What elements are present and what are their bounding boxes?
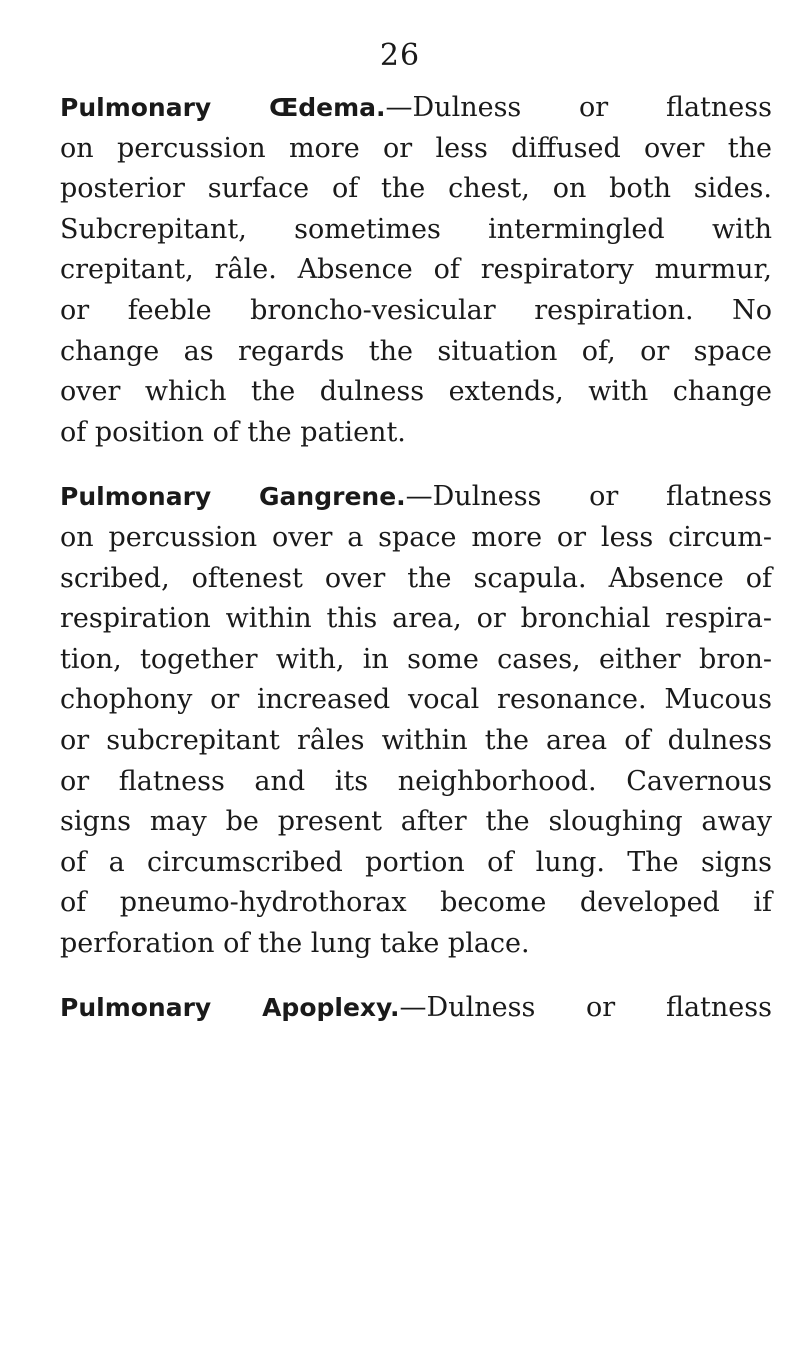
paragraph-line: on percussion over a space more or less circum- — [60, 521, 772, 553]
section-heading: Pulmonary Gangrene. — [60, 482, 406, 512]
section-heading: Pulmonary Apoplexy. — [60, 993, 400, 1023]
paragraph-line: tion, together with, in some cases, either bron- — [60, 643, 772, 675]
paragraph-line: crepitant, râle. Absence of respiratory murmur, — [60, 254, 772, 286]
paragraph-line: on percussion more or less diffused over the — [60, 132, 772, 164]
paragraph-line: perforation of the lung take place. — [60, 927, 530, 959]
paragraph-line: or subcrepitant râles within the area of dulness — [60, 724, 772, 756]
paragraph-line: Subcrepitant, sometimes intermingled with — [60, 213, 772, 245]
paragraph-spacer — [60, 453, 772, 477]
paragraph-line — [60, 477, 772, 518]
document-body — [60, 88, 772, 1029]
line-text: —Dulness or flatness — [385, 92, 772, 123]
paragraph-line: over which the dulness extends, with change — [60, 376, 772, 408]
paragraph-line: respiration within this area, or bronchial respira- — [60, 603, 772, 635]
paragraph-spacer — [60, 964, 772, 988]
paragraph-line: change as regards the situation of, or space — [60, 335, 772, 367]
line-text: —Dulness or flatness — [399, 992, 772, 1024]
paragraph-line — [60, 988, 772, 1029]
page-number: 26 — [379, 38, 421, 73]
paragraph-line: or flatness and its neighborhood. Cavernous — [60, 765, 772, 797]
paragraph-line: chophony or increased vocal resonance. Mucous — [60, 684, 772, 716]
section-pulmonary-gangrene — [60, 477, 772, 964]
paragraph-line: of a circumscribed portion of lung. The signs — [60, 846, 772, 878]
paragraph-line: posterior surface of the chest, on both sides. — [60, 173, 772, 205]
paragraph-line: scribed, oftenest over the scapula. Absence of — [60, 562, 772, 594]
section-pulmonary-apoplexy — [60, 988, 772, 1029]
paragraph-line: signs may be present after the sloughing away — [60, 806, 772, 838]
paragraph-line — [60, 88, 772, 129]
paragraph-line: of position of the patient. — [60, 416, 406, 448]
paragraph-line: or feeble broncho-vesicular respiration. No — [60, 294, 772, 326]
section-heading: Pulmonary Œdema. — [60, 93, 386, 122]
section-pulmonary-oedema — [60, 88, 772, 453]
paragraph-line: of pneumo-hydrothorax become developed if — [60, 887, 772, 919]
line-text: —Dulness or flatness — [405, 481, 772, 513]
